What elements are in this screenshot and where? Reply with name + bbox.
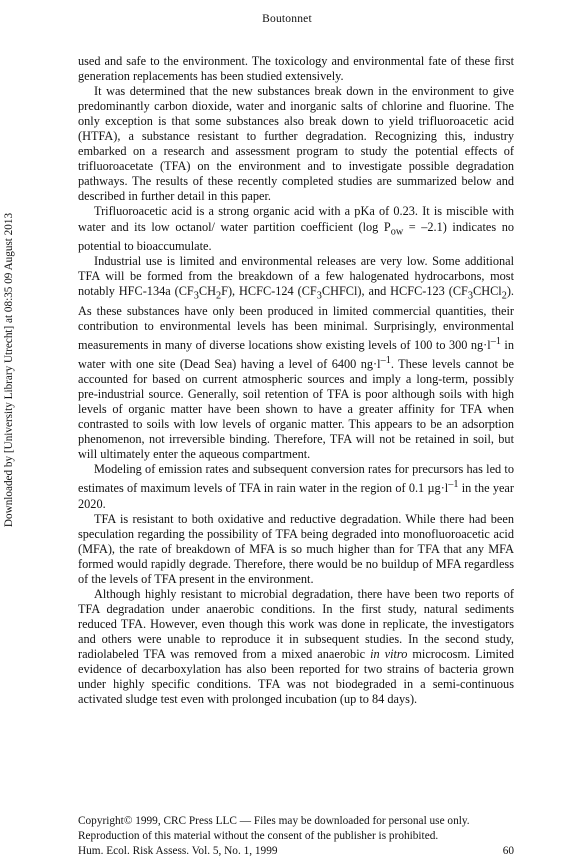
copyright-footer [78, 814, 514, 859]
article-body [78, 54, 514, 707]
paragraph: used and safe to the environment. The toxicology and environmental fate of these first generation replacements has been studied extensively. [78, 54, 514, 84]
running-header: Boutonnet [262, 13, 312, 25]
paragraph: Modeling of emission rates and subsequent conversion rates for precursors has led to estimates of maximum levels of TFA in rain water in the region of 0.1 $\mu g\cdot l^{-1}$ in the year 2020. [78, 462, 514, 511]
journal-citation: Hum. Ecol. Risk Assess. Vol. 5, No. 1, 1999 [78, 845, 278, 857]
paragraph: Trifluoroacetic acid is a strong organic acid with a pKa of 0.23. It is miscible with water and its low octanol/ water partition coefficient (log $P_{ow} = -2.1$) indicates no potential to bioaccumulate. [78, 204, 514, 254]
download-note-text: Downloaded by [University Library Utrecht] at 08:35 09 August 2013 [3, 212, 15, 528]
download-note [3, 100, 15, 640]
reproduction-line: Reproduction of this material without the consent of the publisher is prohibited. [78, 830, 439, 842]
page-number: 60 [502, 845, 514, 857]
paragraph: TFA is resistant to both oxidative and reductive degradation. While there had been speculation regarding the possibility of TFA being degraded into monofluoroacetic acid (MFA), the rate of breakdown of MFA is so much higher than for TFA that any MFA formed would rapidly degrade. Therefore, there would be no buildup of MFA regardless of the levels of TFA present in the environment. [78, 511, 514, 586]
paragraph: Industrial use is limited and environmental releases are very low. Some additional TFA will be formed from the breakdown of a few halogenated hydrocarbons, most notably HFC-134a $(CF_3CH_2F)$, HCFC-124 $(CF_3CHFCl)$, and HCFC-123 $(CF_3CHCl_2)$. As these substances have only been produced in limited commercial quantities, their contribution to environmental levels has been minimal. Surprisingly, environmental measurements in many of diverse locations show existing levels of 100 to 300 $ng\cdot l^{-1}$ in water with one site (Dead Sea) having a level of 6400 $ng\cdot l^{-1}$. These levels cannot be accounted for based on current atmospheric sources and imply a long-term, possibly pre-industrial source. Generally, soil retention of TFA is poor although soils with high levels of organic matter have been shown to have a greater affinity for TFA when contrasted to soils with low levels of organic matter. This appears to be an adsorption phenomenon, not irreversible binding. Therefore, TFA will not be retained in soil, but will ultimately enter the aqueous compartment. [78, 254, 515, 462]
paragraph: Although highly resistant to microbial degradation, there have been two reports of TFA degradation under anaerobic conditions. In the first study, natural sediments reduced TFA. However, even though this work was done in replicate, the investigators and others were unable to reproduce it in subsequent studies. In the second study, radiolabeled TFA was removed from a mixed anaerobic in vitro microcosm. Limited evidence of decarboxylation has also been reported for two strains of bacteria grown under highly specific conditions. TFA was not biodegraded in a semi-continuous activated sludge test even with prolonged incubation (up to 84 days). [78, 586, 514, 707]
paragraph: It was determined that the new substances break down in the environment to give predominantly carbon dioxide, water and inorganic salts of chlorine and fluorine. The only exception is that some substances also break down to yield trifluoroacetic acid (HTFA), a substance resistant to further degradation. Recognizing this, industry embarked on a research and assessment program to study the potential effects of trifluoroacetate (TFA) on the environment and to investigate possible degradation pathways. The results of these recently completed studies are summarized below and described in further detail in this paper. [78, 84, 514, 204]
copyright-line: Copyright© 1999, CRC Press LLC — Files may be downloaded for personal use only. [78, 815, 470, 827]
